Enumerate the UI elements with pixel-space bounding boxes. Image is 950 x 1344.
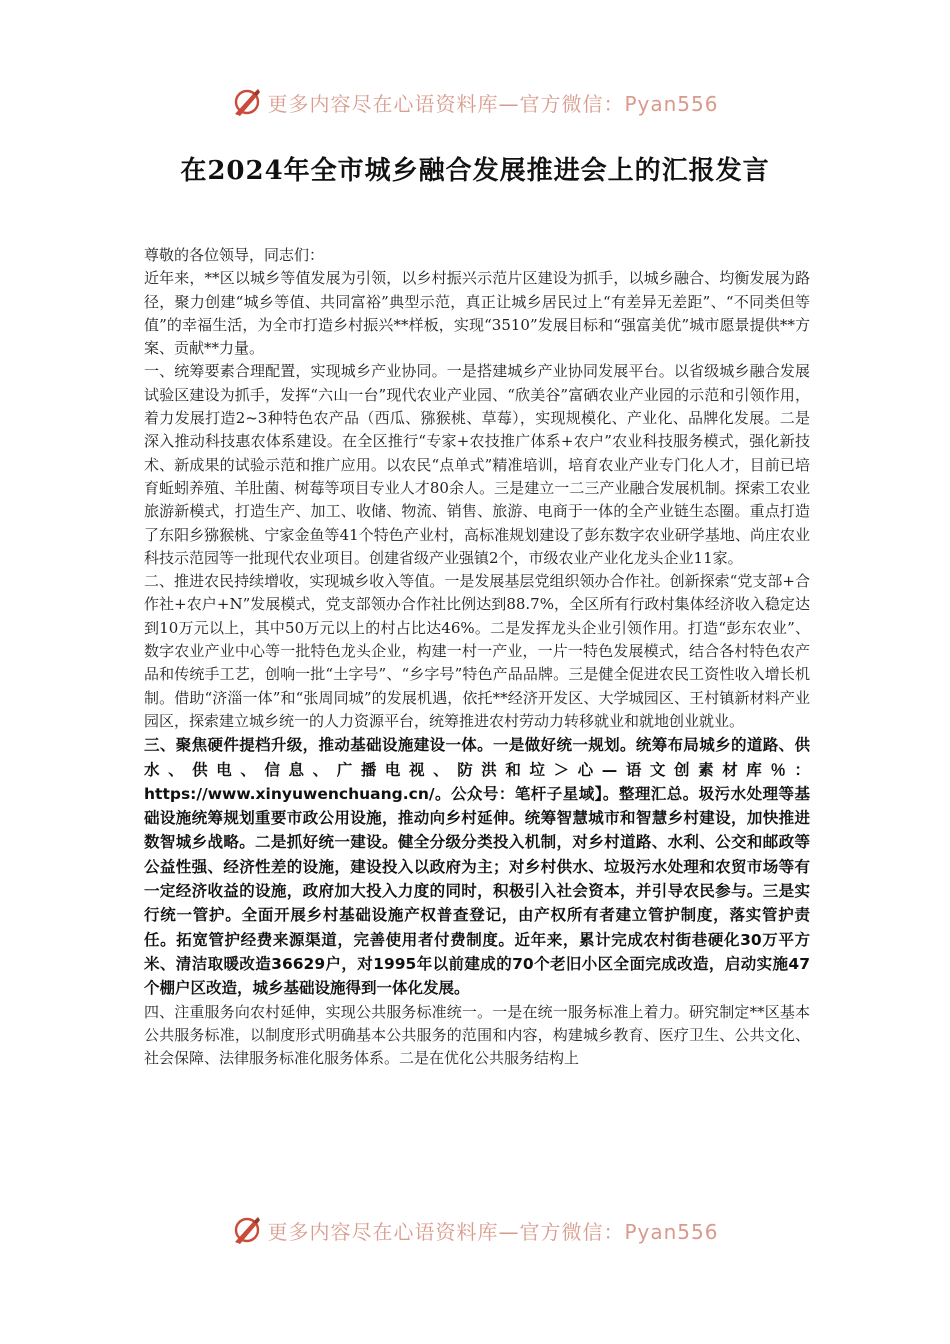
paragraph-section-2: 二、推进农民持续增收，实现城乡收入等值。一是发展基层党组织领办合作社。创新探索“党支部+合作社+农户+N”发展模式，党支部领办合作社比例达到88.7%，全区所有行政村集体经济收入稳定达到10万元以上，其中50万元以上的村占比达46%。二是发挥龙头企业引领作用。打造“彭东农业”、数字农业产业中心等一批特色龙头企业，构建一村一产业，一片一特色发展模式，结合各村特色农产品和传统手工艺，创响一批“土字号”、“乡字号”特色产品品牌。三是健全促进农民工资性收入增长机制。借助“济淄一体”和“张周同城”的发展机遇，依托**经济开发区、大学城园区、王村镇新材料产业园区，探索建立城乡统一的人力资源平台，统筹推进农村劳动力转移就业和就地创业就业。 (144, 572, 810, 730)
paragraph-section-4: 四、注重服务向农村延伸，实现公共服务标准统一。一是在统一服务标准上着力。研究制定**区基本公共服务标准，以制度形式明确基本公共服务的范围和内容，构建城乡教育、医疗卫生、公共文化、社会保障、法律服务标准化服务体系。二是在优化公共服务结构上 (144, 1002, 810, 1068)
pen-logo-icon (231, 1214, 263, 1246)
pen-logo-icon (231, 86, 263, 118)
document-body (144, 244, 810, 1070)
document-title: 在2024年全市城乡融合发展推进会上的汇报发言 (180, 156, 770, 186)
watermark-text: 更多内容尽在心语资料库—官方微信：Pyan556 (267, 91, 719, 116)
paragraph-section-3: 三、聚焦硬件提档升级，推动基础设施建设一体。一是做好统一规划。统筹布局城乡的道路、供水、供电、信息、广播电视、防洪和垃＞心—语文创素材库％：https://www.xinyuwenchuang.cn/。公众号：笔杆子星域】。整理汇总。圾污水处理等基础设施统筹规划重要市政公用设施，推动向乡村延伸。统筹智慧城市和智慧乡村建设，加快推进数智城乡战略。二是抓好统一建设。健全分级分类投入机制，对乡村道路、水利、公交和邮政等公益性强、经济性差的设施，建设投入以政府为主；对乡村供水、垃圾污水处理和农贸市场等有一定经济收益的设施，政府加大投入力度的同时，积极引入社会资本，并引导农民参与。三是实行统一管护。全面开展乡村基础设施产权普查登记，由产权所有者建立管护制度，落实管护责任。拓宽管护经费来源渠道，完善使用者付费制度。近年来，累计完成农村街巷硬化30万平方米、清洁取暖改造36629户，对1995年以前建成的70个老旧小区全面完成改造，启动实施47个棚户区改造，城乡基础设施得到一体化发展。 (144, 736, 810, 998)
watermark-header (0, 82, 950, 122)
paragraph-section-1: 一、统筹要素合理配置，实现城乡产业协同。一是搭建城乡产业协同发展平台。以省级城乡融合发展试验区建设为抓手，发挥“六山一台”现代农业产业园、“欣美谷”富硒农业产业园的示范和引领作用，着力发展打造2~3种特色农产品（西瓜、猕猴桃、草莓），实现规模化、产业化、品牌化发展。二是深入推动科技惠农体系建设。在全区推行“专家+农技推广体系+农户”农业科技服务模式，强化新技术、新成果的试验示范和推广应用。以农民“点单式”精准培训，培育农业产业专门化人才，目前已培育蚯蚓养殖、羊肚菌、树莓等项目专业人才80余人。三是建立一二三产业融合发展机制。探索工农业旅游新模式，打造生产、加工、收储、物流、销售、旅游、电商于一体的全产业链生态圈。重点打造了东阳乡猕猴桃、宁家金鱼等41个特色产业村，高标准规划建设了彭东数字农业研学基地、尚庄农业科技示范园等一批现代农业项目。创建省级产业强镇2个，市级农业产业化龙头企业11家。 (144, 362, 810, 567)
watermark-text: 更多内容尽在心语资料库—官方微信：Pyan556 (267, 1219, 719, 1244)
watermark-footer (0, 1210, 950, 1250)
paragraph-intro: 近年来，**区以城乡等值发展为引领，以乡村振兴示范片区建设为抓手，以城乡融合、均衡发展为路径，聚力创建“城乡等值、共同富裕”典型示范，真正让城乡居民过上“有差异无差距”、“不同类但等值”的幸福生活，为全市打造乡村振兴**样板，实现“3510”发展目标和“强富美优”城市愿景提供**方案、贡献**力量。 (144, 269, 810, 358)
paragraph-salutation: 尊敬的各位领导，同志们： (144, 246, 325, 264)
